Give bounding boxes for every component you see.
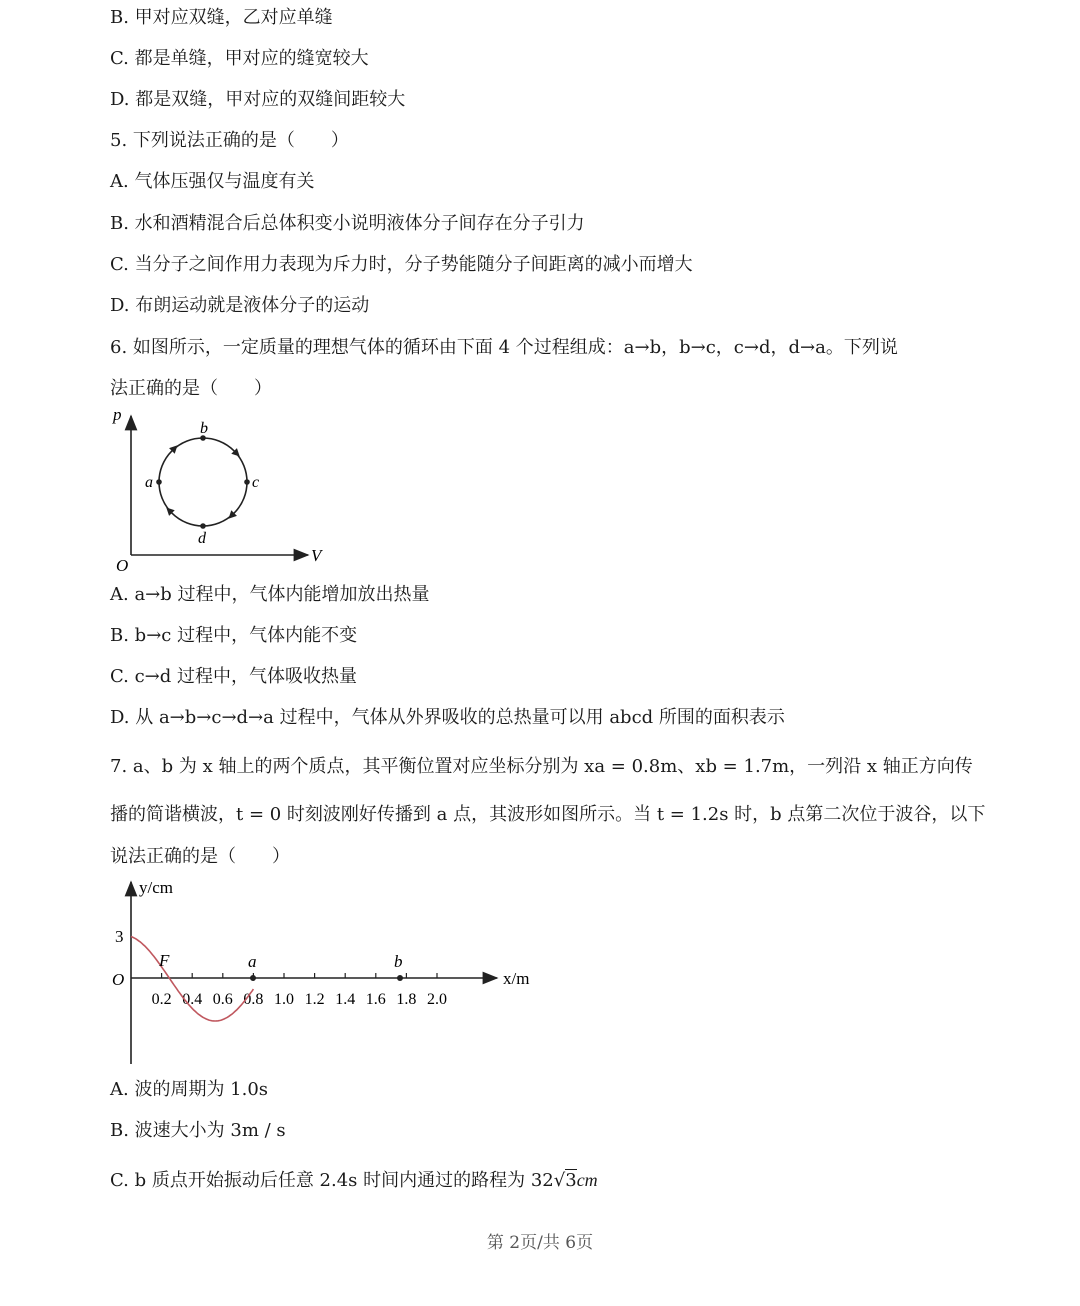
q5-option-d: D. 布朗运动就是液体分子的运动 (110, 295, 370, 316)
wave-point-b (397, 975, 403, 981)
x-tick-label: 0.6 (212, 991, 233, 1008)
q6-stem-line1: 6. 如图所示，一定质量的理想气体的循环由下面 4 个过程组成：a→b，b→c，c→d，d→a。下列说 (110, 337, 898, 358)
q4-option-c: C. 都是单缝，甲对应的缝宽较大 (110, 48, 369, 69)
q7-stem-line2: 播的简谐横波，t = 0 时刻波刚好传播到 a 点，其波形如图所示。当 t = 1.2s 时，b 点第二次位于波谷，以下 (110, 804, 986, 825)
wave-point-a (250, 975, 256, 981)
q7-option-a: A. 波的周期为 1.0s (110, 1079, 269, 1100)
x-tick-label: 1.6 (365, 991, 386, 1008)
cycle-point-d (200, 523, 206, 529)
x-tick-label: 0.4 (182, 991, 203, 1008)
q5-option-c: C. 当分子之间作用力表现为斥力时，分子势能随分子间距离的减小而增大 (110, 254, 693, 275)
sqrt-sign: √ (553, 1170, 566, 1191)
cycle-label-d: d (198, 530, 206, 547)
q7-option-c (110, 1168, 598, 1193)
q7-option-c-text: C. b 质点开始振动后任意 2.4s 时间内通过的路程为 32 (110, 1170, 554, 1191)
q6-option-b: B. b→c 过程中，气体内能不变 (110, 625, 358, 646)
cycle-point-a (156, 479, 162, 485)
q6-stem-line2: 法正确的是（ ） (110, 378, 272, 399)
wave-y-tick: 3 (115, 927, 124, 946)
pv-origin-label: O (116, 556, 129, 575)
x-tick-label: 0.2 (151, 991, 172, 1008)
q7-option-b: B. 波速大小为 3m / s (110, 1120, 286, 1141)
q5-stem: 5. 下列说法正确的是（ ） (110, 130, 349, 151)
cycle-label-a: a (145, 474, 153, 491)
sqrt-radicand: 3 (565, 1170, 577, 1191)
x-tick-label: 2.0 (427, 991, 447, 1008)
q6-option-a: A. a→b 过程中，气体内能增加放出热量 (110, 584, 430, 605)
page-footer: 第 2页/共 6页 (486, 1233, 594, 1253)
q7-option-c-unit: cm (576, 1170, 598, 1190)
x-tick-label: 1.8 (396, 991, 417, 1008)
wave-graph (100, 872, 540, 1068)
q4-option-b: B. 甲对应双缝，乙对应单缝 (110, 7, 333, 28)
q6-option-c: C. c→d 过程中，气体吸收热量 (110, 666, 357, 687)
cycle-point-c (244, 479, 250, 485)
pv-x-label: V (311, 546, 322, 565)
x-tick-label: 1.4 (335, 991, 356, 1008)
q7-stem-line1: 7. a、b 为 x 轴上的两个质点，其平衡位置对应坐标分别为 xa = 0.8m、xb = 1.7m，一列沿 x 轴正方向传 (110, 756, 973, 777)
cycle-label-c: c (252, 474, 260, 491)
pv-cycle-diagram (100, 400, 340, 578)
wave-label-a: a (248, 952, 257, 971)
wave-x-label: x/m (503, 969, 530, 988)
q6-option-d: D. 从 a→b→c→d→a 过程中，气体从外界吸收的总热量可以用 abcd 所围的面积表示 (110, 707, 785, 728)
cycle-label-b: b (200, 420, 208, 437)
wave-label-f: F (159, 951, 170, 970)
wave-label-b: b (394, 952, 403, 971)
x-tick-label: 1.0 (274, 991, 294, 1008)
q5-option-b: B. 水和酒精混合后总体积变小说明液体分子间存在分子引力 (110, 213, 585, 234)
x-tick-label: 0.8 (243, 991, 264, 1008)
x-tick-label: 1.2 (304, 991, 325, 1008)
wave-y-label: y/cm (139, 878, 173, 897)
q5-option-a: A. 气体压强仅与温度有关 (110, 171, 315, 192)
q7-stem-line3: 说法正确的是（ ） (110, 846, 290, 867)
pv-y-label: p (113, 405, 122, 424)
q4-option-d: D. 都是双缝，甲对应的双缝间距较大 (110, 89, 406, 110)
wave-origin-label: O (112, 970, 125, 989)
